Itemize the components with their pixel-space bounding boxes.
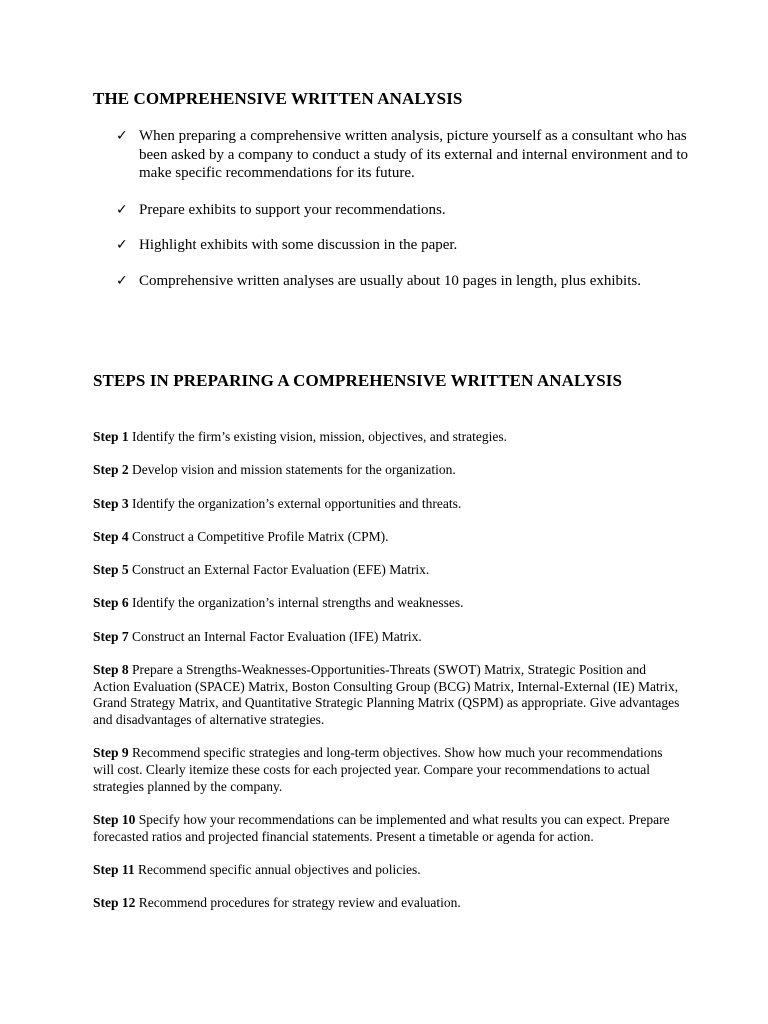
- section-heading-analysis: THE COMPREHENSIVE WRITTEN ANALYSIS: [93, 89, 463, 108]
- checkmark-icon: ✓: [116, 237, 128, 253]
- bullet-list: [116, 127, 696, 290]
- step-item: [93, 629, 683, 646]
- step-label: Step 3: [93, 495, 129, 511]
- step-text: Recommend specific annual objectives and policies.: [138, 862, 421, 878]
- checkmark-icon: ✓: [116, 201, 128, 218]
- bullet-item: [116, 201, 696, 220]
- bullet-item: [116, 236, 696, 255]
- step-item: [93, 496, 683, 513]
- step-item: [93, 862, 683, 879]
- bullet-item: [116, 272, 696, 291]
- step-item: [93, 662, 683, 729]
- checkmark-icon: ✓: [116, 272, 128, 289]
- step-text: Construct an External Factor Evaluation (EFE) Matrix.: [132, 562, 430, 578]
- step-text: Identify the organization’s external opportunities and threats.: [132, 495, 462, 511]
- bullet-text: Highlight exhibits with some discussion in the paper.: [139, 237, 458, 253]
- step-label: Step 1: [93, 429, 129, 444]
- step-item: [93, 562, 683, 579]
- step-item: [93, 429, 683, 446]
- bullet-item: [116, 127, 696, 183]
- step-label: Step 7: [93, 628, 129, 644]
- step-text: Recommend specific strategies and long-term objectives. Show how much your recommendations will cost. Clearly itemize these costs for each projected year. Compare your recommendations to actual strategies planned by the company.: [93, 745, 663, 794]
- step-text: Recommend procedures for strategy review and evaluation.: [138, 895, 461, 911]
- bullet-text: When preparing a comprehensive written analysis, picture yourself as a consultant who has been asked by a company to conduct a study of its external and internal environment and to make specific recommendations for its future.: [139, 128, 689, 181]
- steps-list: [93, 429, 683, 929]
- step-label: Step 8: [93, 662, 129, 678]
- step-item: [93, 812, 683, 845]
- step-label: Step 5: [93, 562, 129, 578]
- step-label: Step 4: [93, 528, 129, 544]
- step-text: Identify the firm’s existing vision, mission, objectives, and strategies.: [132, 429, 507, 444]
- step-label: Step 9: [93, 745, 129, 761]
- step-text: Specify how your recommendations can be implemented and what results you can expect. Prepare forecasted ratios and projected financial statements. Present a timetable or agenda for action.: [93, 812, 670, 844]
- step-text: Develop vision and mission statements for the organization.: [132, 462, 456, 478]
- step-item: [93, 745, 683, 795]
- step-label: Step 6: [93, 595, 129, 611]
- step-label: Step 2: [93, 462, 129, 478]
- step-text: Identify the organization’s internal strengths and weaknesses.: [132, 595, 464, 611]
- step-label: Step 11: [93, 862, 135, 878]
- step-item: [93, 895, 683, 912]
- step-item: [93, 529, 683, 546]
- step-label: Step 10: [93, 812, 136, 828]
- bullet-text: Prepare exhibits to support your recommendations.: [139, 201, 446, 218]
- step-label: Step 12: [93, 895, 136, 911]
- step-item: [93, 462, 683, 479]
- step-item: [93, 595, 683, 612]
- step-text: Prepare a Strengths-Weaknesses-Opportunities-Threats (SWOT) Matrix, Strategic Position and Action Evaluation (SPACE) Matrix, Boston Consulting Group (BCG) Matrix, Internal-External (IE) Matrix, Grand Strategy Matrix, and Quantitative Strategic Planning Matrix (QSPM) as appropriate. Give advantages and disadvantages of alternative strategies.: [93, 662, 680, 728]
- checkmark-icon: ✓: [116, 128, 128, 144]
- step-text: Construct an Internal Factor Evaluation (IFE) Matrix.: [132, 628, 422, 644]
- step-text: Construct a Competitive Profile Matrix (CPM).: [132, 528, 389, 544]
- bullet-text: Comprehensive written analyses are usually about 10 pages in length, plus exhibits.: [139, 272, 641, 289]
- section-heading-steps: STEPS IN PREPARING A COMPREHENSIVE WRITTEN ANALYSIS: [93, 371, 623, 390]
